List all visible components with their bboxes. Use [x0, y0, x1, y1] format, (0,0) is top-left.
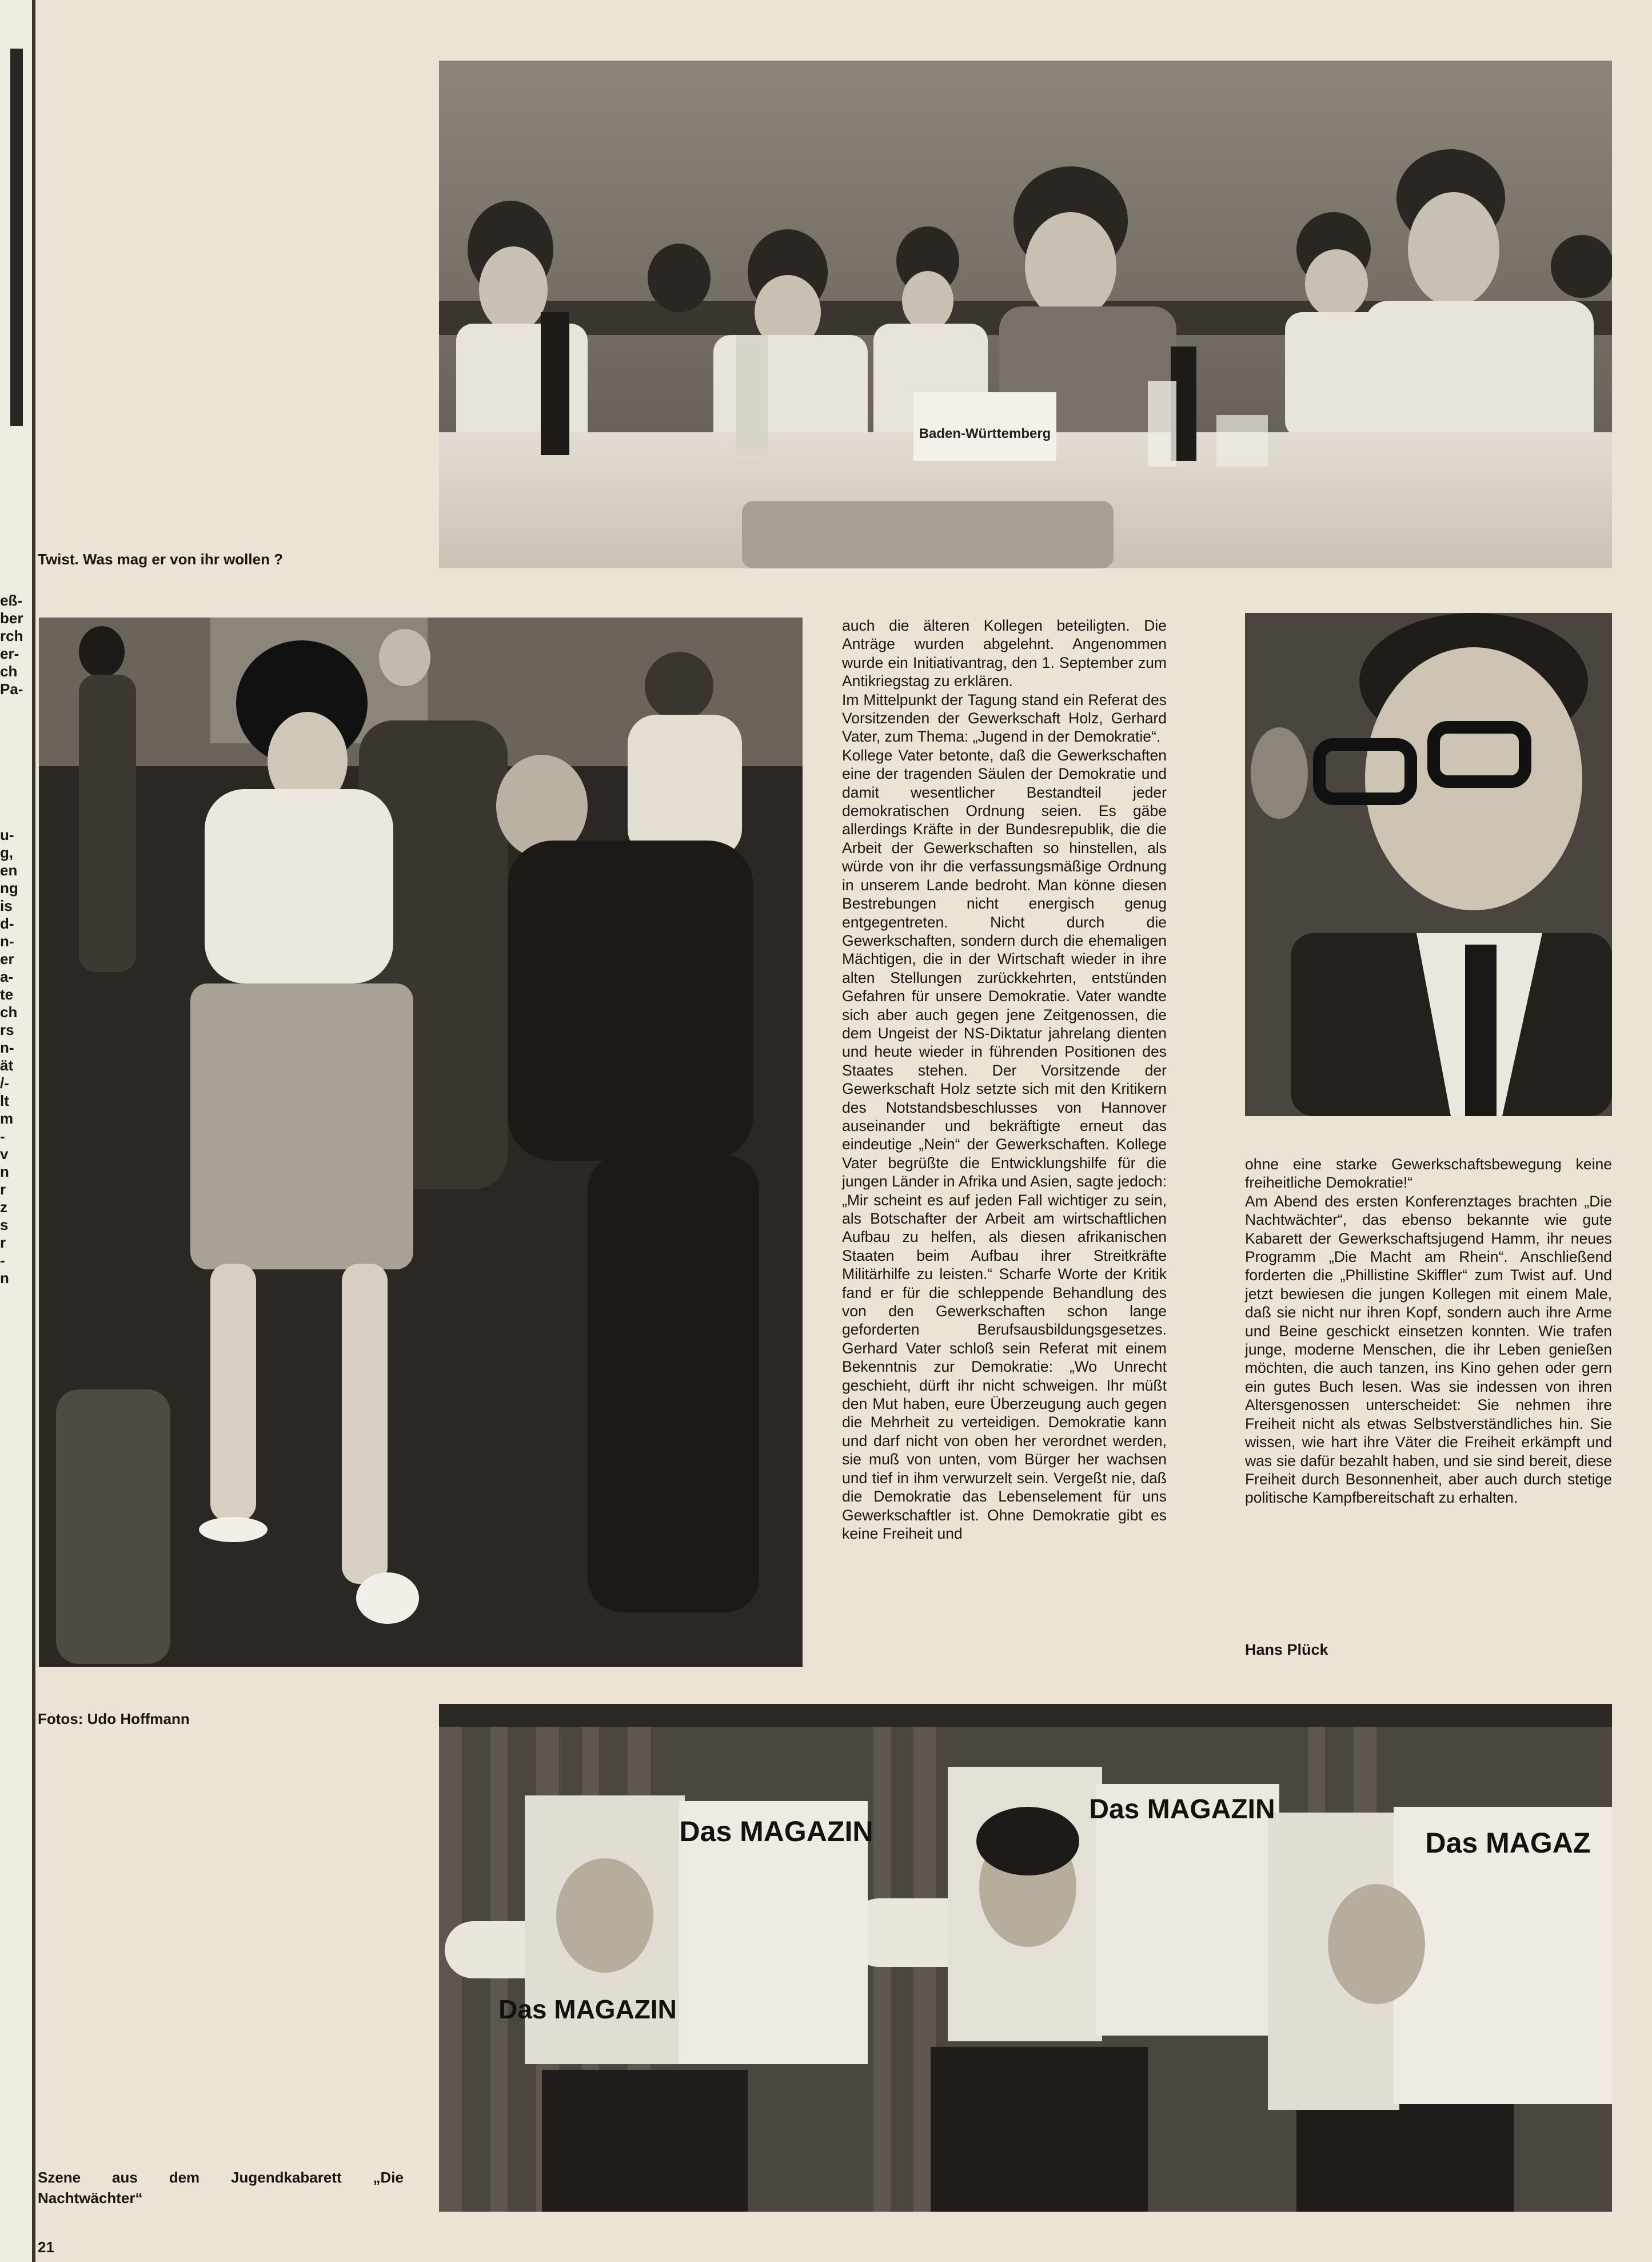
spine-fragment: z	[0, 1198, 7, 1216]
spine-fragment: er	[0, 950, 14, 967]
spine-fragment: eß-	[0, 592, 22, 609]
bottom-photo-caption-text: Szene aus dem Jugendkabarett „Die Nachtwächter“	[38, 2169, 404, 2207]
magazine-title-3: Das MAGAZIN	[1089, 1794, 1275, 1825]
spine-fragment: n	[0, 1163, 9, 1180]
author-byline: Hans Plück	[1245, 1641, 1328, 1658]
spine-fragment: n	[0, 1269, 9, 1287]
spine-fragment: v	[0, 1145, 9, 1162]
article-col1-paragraph: Kollege Vater betonte, daß die Gewerkschaften eine der tragenden Säulen der Demokratie und damit wesentlicher Bestandteil jeder demokratischen Ordnung seien. Es gäbe allerdings Kräfte in der Bundesrepublik, die die Arbeit der Gewerkschaften so hinstellen, als würde von ihr die verfassungsmäßige Ordnung in unserem Lande bedroht. Man könne diesen Bestrebungen nicht energisch genug entgegentreten. Nicht durch die Gewerkschaften, sondern durch die ehemaligen Mächtigen, die in der Wirtschaft wieder in ihre alten Stellungen zurückkehrten, entstünden Gefahren für unsere Demokratie. Vater wandte sich aber auch gegen jene Zeitgenossen, die dem Ungeist der NS-Diktatur jahrelang dienten und heute wieder in führenden Positionen des Staates stehen. Der Vorsitzende der Gewerkschaft Holz setzte sich mit den Kritikern des Notstandsbeschlusses von Hannover auseinander und bekräftigte erneut das eindeutige „Nein“ der Gewerkschaften. Kollege Vater begrüßte die Entwicklungshilfe für die jungen Länder in Afrika und Asien, sagte jedoch: „Mir scheint es auf jeden Fall wichtiger zu sein, als Botschafter der Arbeit am wirtschaftlichen Aufbau zu helfen, als diesen afrikanischen Staaten beim Aufbau ihrer Streitkräfte Militärhilfe zu leisten.“ Scharfe Worte der Kritik fand er für die schleppende Behandlung des von den Gewerkschaften schon lange geforderten Berufsausbildungsgesetzes. Gerhard Vater schloß sein Referat mit einem Bekenntnis zur Demokratie: „Wo Unrecht geschieht, dürft ihr nicht schweigen. Ihr müßt den Mut haben, eure Überzeugung auch gegen die Mehrheit zu verteidigen. Demokratie kann und darf nicht von oben her verordnet werden, sie muß von unten, vom Bürger her wachsen und tief in ihm verwurzelt sein. Vergeßt nie, daß die Demokratie das Lebenselement für uns Gewerkschaftler ist. Ohne Demokratie gibt es keine Freiheit und	[842, 746, 1167, 1542]
table-sign-text: Baden-Württemberg	[919, 426, 1051, 441]
article-col1-paragraph: auch die älteren Kollegen beteiligten. Die Anträge wurden abgelehnt. Angenommen wurde ein Initiativantrag, den 1. September zum Antikriegstag zu erklären.	[842, 617, 1167, 690]
spine-fragment: n-	[0, 1039, 14, 1056]
article-col2-paragraph: ohne eine starke Gewerkschaftsbewegung keine freiheitliche Demokratie!“	[1245, 1156, 1612, 1192]
spine-fragment: er-	[0, 645, 19, 662]
bottom-photo-caption	[38, 2167, 404, 2208]
photo-credit: Fotos: Udo Hoffmann	[38, 1710, 190, 1727]
binding-edge	[32, 0, 35, 2262]
spine-fragment: -	[0, 1128, 5, 1145]
previous-page-text-fragments-mid	[0, 826, 31, 1287]
top-photo-caption: Twist. Was mag er von ihr wollen ?	[38, 551, 284, 568]
binding-dark-bar	[10, 49, 23, 426]
article-column-1	[842, 616, 1167, 1543]
spine-fragment: lt	[0, 1092, 9, 1109]
magazine-title-4: Das MAGAZ	[1425, 1827, 1591, 1859]
photo-portrait-gerhard-vater	[1245, 613, 1612, 1116]
spine-fragment: n-	[0, 933, 14, 950]
spine-fragment: ch	[0, 1003, 18, 1021]
spine-fragment: ber	[0, 610, 23, 627]
spine-fragment: d-	[0, 915, 14, 932]
spine-fragment: m	[0, 1110, 14, 1127]
spine-fragment: g,	[0, 844, 14, 861]
spine-fragment: ng	[0, 879, 18, 897]
article-col1-paragraph: Im Mittelpunkt der Tagung stand ein Referat des Vorsitzenden der Gewerkschaft Holz, Gerhard Vater, zum Thema: „Jugend in der Demokratie“.	[842, 691, 1167, 746]
spine-fragment: a-	[0, 968, 14, 985]
spine-fragment: te	[0, 986, 14, 1003]
spine-fragment: r	[0, 1234, 6, 1251]
article-col2-paragraph: Am Abend des ersten Konferenztages brachten „Die Nachtwächter“, das ebenso bekannte wie gute Kabarett der Gewerkschaftsjugend Hamm, ihr neues Programm „Die Macht am Rhein“. Anschließend forderten die „Phillistine Skiffler“ zum Twist auf. Und jetzt bewiesen die jungen Kollegen mit einem Male, daß sie nicht nur ihren Kopf, sondern auch ihre Arme und Beine geschickt einsetzen konnten. Wie trafen junge, moderne Menschen, die ihr Leben genießen möchten, die auch tanzen, ins Kino gehen oder gern ein gutes Buch lesen. Was sie indessen von ihren Altersgenossen unterscheidet: Sie nehmen ihre Freiheit nicht als etwas Selbstverständliches hin. Sie wissen, wie hart ihre Väter die Freiheit erkämpft und was sie dafür bezahlt haben, und sie sind bereit, diese Freiheit durch Besonnenheit, aber auch durch stetige politische Kampfbereitschaft zu erhalten.	[1245, 1192, 1612, 1507]
spine-fragment: u-	[0, 826, 14, 843]
spine-fragment: Pa-	[0, 680, 23, 698]
photo-twist-dance	[39, 618, 803, 1667]
spine-fragment: -	[0, 1252, 5, 1269]
spine-fragment: is	[0, 897, 13, 914]
photo-cabaret-nachtwaechter	[439, 1704, 1612, 2212]
page-number: 21	[38, 2239, 54, 2256]
spine-fragment: ät	[0, 1057, 14, 1074]
spine-fragment: ch	[0, 663, 18, 680]
photo-conference-delegates	[439, 61, 1612, 568]
spine-fragment: /-	[0, 1074, 9, 1092]
magazine-title-1: Das MAGAZIN	[679, 1815, 873, 1847]
spine-fragment: en	[0, 862, 18, 879]
spine-fragment: rs	[0, 1021, 14, 1038]
magazine-title-2: Das MAGAZIN	[498, 1994, 677, 2024]
article-column-2	[1245, 1155, 1612, 1507]
previous-page-text-fragments-top	[0, 592, 31, 698]
spine-fragment: r	[0, 1181, 6, 1198]
spine-fragment: s	[0, 1216, 9, 1233]
spine-fragment: rch	[0, 627, 23, 644]
